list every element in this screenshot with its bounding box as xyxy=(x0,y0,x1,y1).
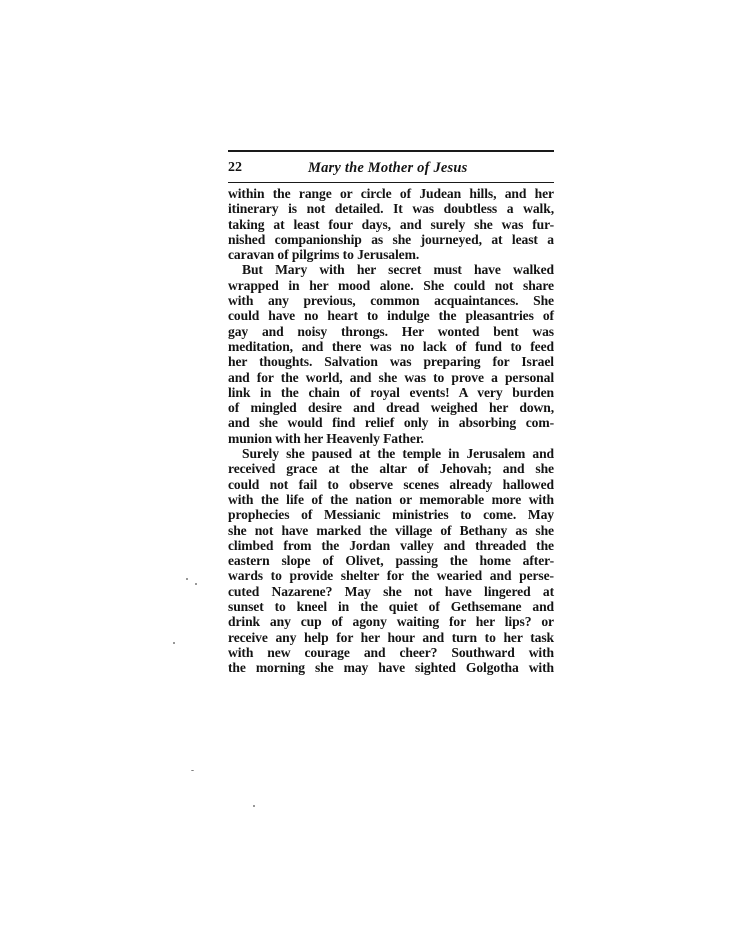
text-line: received grace at the altar of Jehovah; and she xyxy=(228,461,554,477)
text-line: of mingled desire and dread weighed her down, xyxy=(228,400,554,416)
page-number: 22 xyxy=(228,160,242,175)
body-text xyxy=(228,186,554,676)
text-line: wards to provide shelter for the wearied and perse- xyxy=(228,568,554,584)
text-line: Surely she paused at the temple in Jerusalem and xyxy=(242,446,554,462)
text-line: itinerary is not detailed. It was doubtless a walk, xyxy=(228,201,554,217)
scan-speck xyxy=(253,805,255,807)
text-line: cuted Nazarene? May she not have lingered at xyxy=(228,583,554,599)
text-line: could have no heart to indulge the pleasantries of xyxy=(228,308,554,324)
text-line: and she would find relief only in absorbing com- xyxy=(228,415,554,431)
text-line: her thoughts. Salvation was preparing for Israel xyxy=(228,354,554,370)
text-line: climbed from the Jordan valley and threaded the xyxy=(228,537,554,553)
text-line: But Mary with her secret must have walked xyxy=(242,262,554,278)
text-line: within the range or circle of Judean hills, and her xyxy=(228,186,554,201)
scan-speck xyxy=(191,770,194,771)
text-line: drink any cup of agony waiting for her lips? or xyxy=(228,614,554,630)
text-line: and for the world, and she was to prove a personal xyxy=(228,369,554,385)
scan-speck xyxy=(195,583,197,585)
text-line: eastern slope of Olivet, passing the home after- xyxy=(228,553,554,569)
text-line: caravan of pilgrims to Jerusalem. xyxy=(228,247,420,263)
text-line: taking at least four days, and surely she was fur- xyxy=(228,216,554,232)
text-line: she not have marked the village of Bethany as she xyxy=(228,522,554,538)
text-line: nished companionship as she journeyed, at least a xyxy=(228,231,554,247)
text-line: wrapped in her mood alone. She could not share xyxy=(228,277,554,293)
running-title: Mary the Mother of Jesus xyxy=(308,160,468,176)
scan-speck xyxy=(173,642,175,644)
header-rule-bottom xyxy=(228,182,554,183)
text-line: with any previous, common acquaintances. She xyxy=(228,293,554,309)
text-line: with the life of the nation or memorable more with xyxy=(228,491,554,507)
scan-speck xyxy=(186,578,188,580)
text-line: receive any help for her hour and turn to her task xyxy=(228,629,554,645)
running-header xyxy=(228,157,554,179)
text-line: gay and noisy throngs. Her wonted bent was xyxy=(228,323,554,339)
text-line: the morning she may have sighted Golgotha with xyxy=(228,660,554,676)
text-line: with new courage and cheer? Southward with xyxy=(228,644,554,660)
text-line: sunset to kneel in the quiet of Gethsemane and xyxy=(228,599,554,615)
text-line: munion with her Heavenly Father. xyxy=(228,430,424,446)
text-line: prophecies of Messianic ministries to come. May xyxy=(228,507,554,523)
text-line: meditation, and there was no lack of fund to feed xyxy=(228,338,554,354)
text-line: link in the chain of royal events! A very burden xyxy=(228,384,554,400)
header-rule-top xyxy=(228,150,554,152)
text-line: could not fail to observe scenes already hallowed xyxy=(228,476,554,492)
